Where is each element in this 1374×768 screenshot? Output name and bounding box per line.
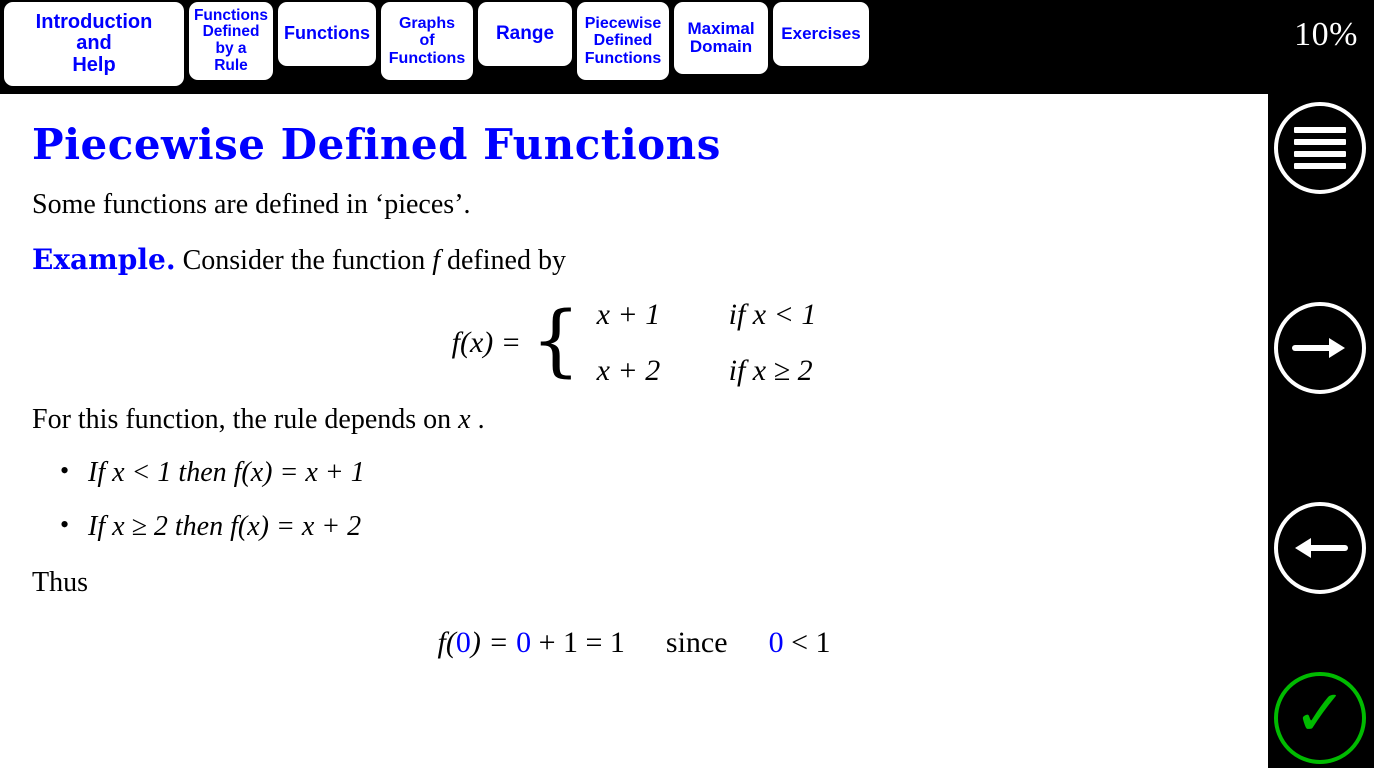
equation-condition: if x < 1 [728,298,817,331]
nav-tab-exercises[interactable] [773,2,869,66]
nav-tab-label: Functions [388,49,466,67]
nav-tab-label: Functions [193,6,269,24]
result-f-open: f( [437,626,456,659]
equation-row [597,298,817,332]
intro-paragraph: Some functions are defined in ‘pieces’. [32,189,471,220]
list-item [88,457,1240,489]
nav-tab-label: Maximal [687,18,755,38]
nav-tab-label: Domain [689,37,753,56]
top-navigation-bar [0,0,1374,94]
nav-tab-label: by a [215,40,247,57]
nav-tab-label: Graphs [398,15,455,33]
nav-tab-label: of [419,32,435,50]
nav-tab-label: Piecewise [584,15,662,33]
nav-tab-label: Defined [202,23,260,41]
example-variable: f [432,245,440,276]
previous-page-button[interactable] [1274,502,1366,594]
list-item-text: If x < 1 then f(x) = x + 1 [88,457,365,488]
thus-label: Thus [32,567,88,598]
equation-rule: x + 1 [596,298,661,331]
nav-tab-maximal-domain[interactable] [674,2,768,74]
nav-tab-label: Exercises [781,23,861,43]
result-zero-substituted: 0 [516,626,532,659]
equation-row [597,354,817,388]
nav-tab-functions[interactable] [278,2,376,66]
equation-condition: if x ≥ 2 [728,354,813,387]
result-zero-argument: 0 [455,626,471,659]
list-item-text: If x ≥ 2 then f(x) = x + 2 [88,511,362,542]
example-label: Example. [32,243,176,276]
result-comparison: < 1 [791,626,831,659]
result-mid: ) = [470,626,509,659]
example-text-before: Consider the function [182,245,426,276]
nav-tab-label: and [76,32,112,55]
check-answer-button[interactable] [1274,672,1366,764]
result-since-label: since [665,626,728,659]
nav-tab-label: Defined [593,32,653,50]
nav-tab-graphs-of-functions[interactable] [381,2,473,80]
check-tick-icon: ✓ [1293,677,1347,751]
equation-rule: x + 2 [596,354,661,387]
left-brace-icon: { [531,295,581,386]
bullet-list [28,457,1240,543]
example-paragraph [32,242,1240,278]
rule-depends-variable: x [458,404,471,435]
result-sum: + 1 = 1 [538,626,625,659]
nav-tab-range[interactable] [478,2,572,66]
rule-depends-text: For this function, the rule depends on [32,404,452,435]
equation-left-hand-side: f(x) = [451,326,521,359]
arrow-right-icon [1291,328,1349,368]
nav-tab-label: Functions [284,23,370,44]
slide-content [0,94,1268,768]
nav-tab-introduction-and-help[interactable] [4,2,184,86]
progress-percentage: 10% [1294,16,1358,53]
piecewise-equation [28,295,1240,388]
sidebar-controls [1268,94,1374,768]
example-text-after: defined by [447,245,566,276]
page-title: Piecewise Defined Functions [32,120,721,169]
next-page-button[interactable] [1274,302,1366,394]
nav-tab-label: Introduction [35,10,153,33]
nav-tab-piecewise-defined-functions[interactable] [577,2,669,80]
list-item [88,511,1240,543]
result-zero-comparison: 0 [768,626,784,659]
nav-tab-label: Range [495,22,555,44]
contents-button[interactable] [1274,102,1366,194]
result-equation [28,626,1240,660]
nav-tab-label: Functions [584,49,662,67]
rule-depends-paragraph [32,402,1240,437]
nav-tab-functions-defined-by-a-rule[interactable] [189,2,273,80]
rule-depends-period: . [477,404,485,435]
nav-tab-label: Help [72,53,116,76]
nav-tab-label: Rule [214,56,248,74]
hamburger-icon [1294,127,1346,169]
arrow-left-icon [1291,528,1349,568]
